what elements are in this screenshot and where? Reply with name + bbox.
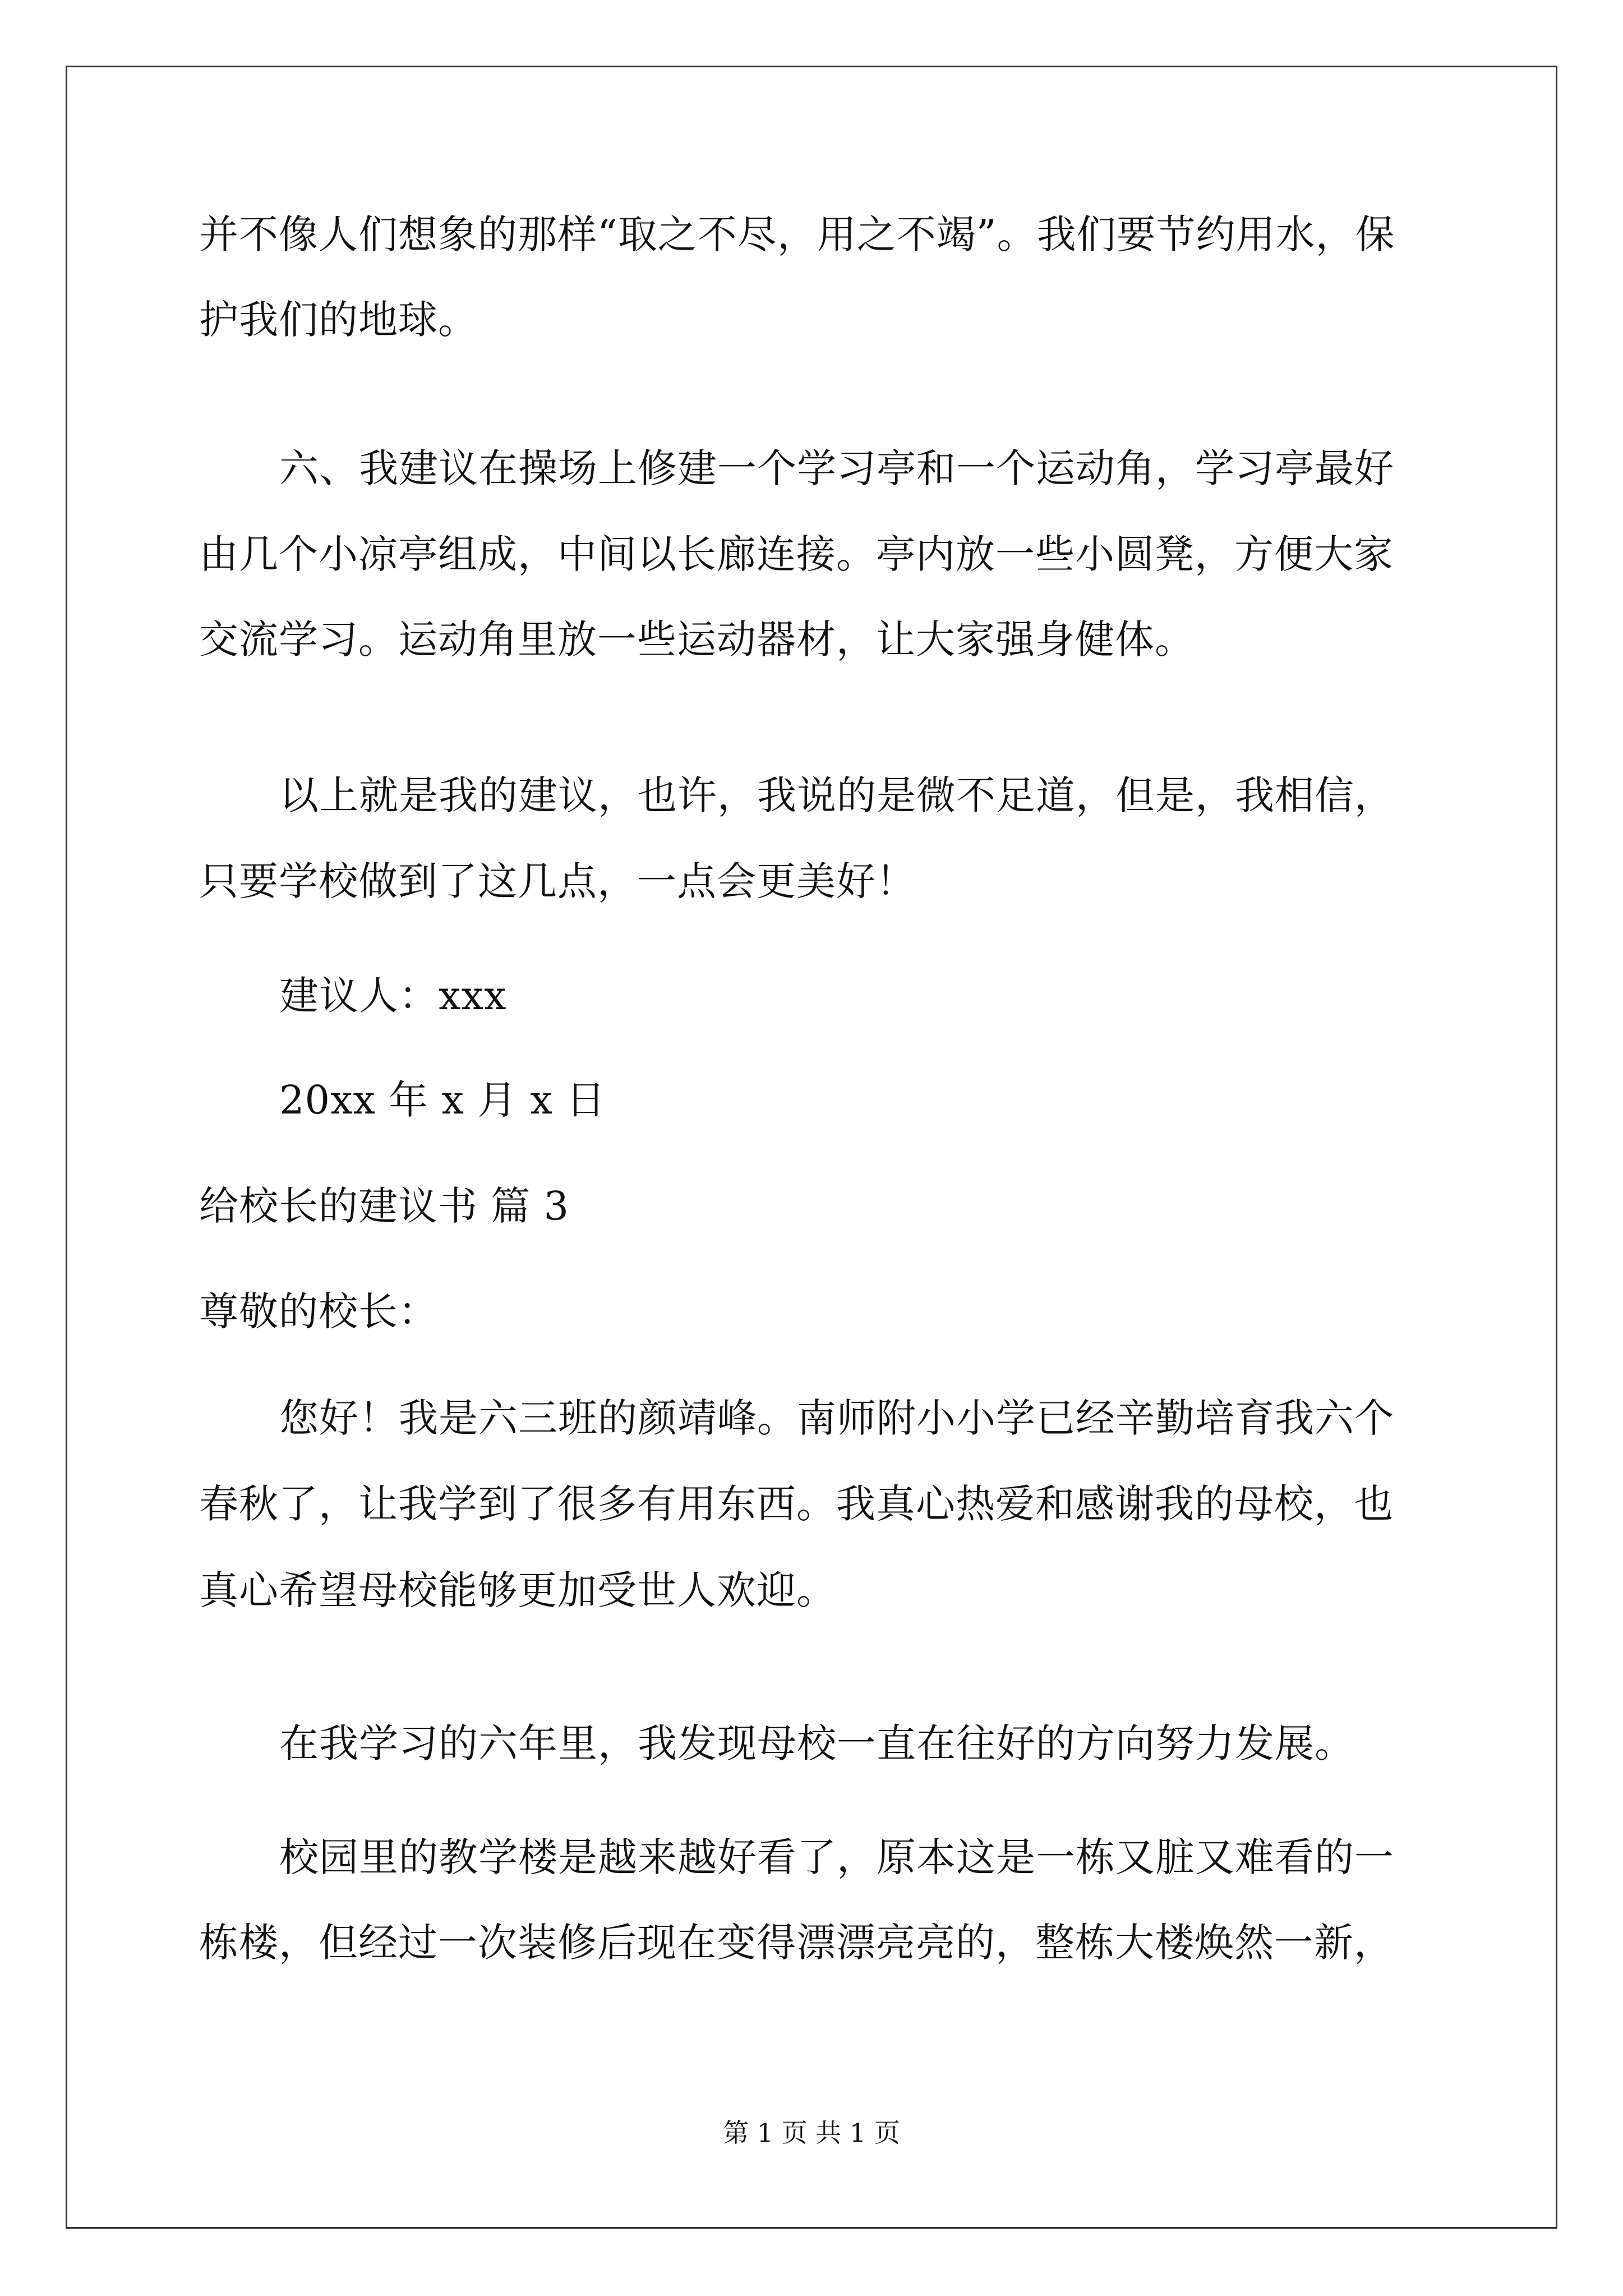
text-line: 交流学习。运动角里放一些运动器材，让大家强身健体。 <box>199 616 1195 662</box>
salutation: 尊敬的校长： <box>199 1289 438 1335</box>
paragraph-line: 在我学习的六年里，我发现母校一直在往好的方向努力发展。 <box>279 1720 1354 1766</box>
date-line: 20xx 年 x 月 x 日 <box>279 1077 606 1123</box>
text-line: 栋楼，但经过一次装修后现在变得漂漂亮亮的，整栋大楼焕然一新， <box>199 1920 1394 1966</box>
text-line: 并不像人们想象的那样“取之不尽，用之不竭”。我们要节约用水，保 <box>199 211 1395 257</box>
section-title: 给校长的建议书 篇 3 <box>199 1183 570 1229</box>
greeting-paragraph-line-1: 您好！我是六三班的颜靖峰。南师附小小学已经辛勤培育我六个 <box>279 1395 1394 1441</box>
building-paragraph-line-1: 校园里的教学楼是越来越好看了，原本这是一栋又脏又难看的一 <box>279 1834 1394 1880</box>
text-line: 春秋了，让我学到了很多有用东西。我真心热爱和感谢我的母校，也 <box>199 1481 1394 1527</box>
text-line: 护我们的地球。 <box>199 297 478 343</box>
closing-paragraph-line-1: 以上就是我的建议，也许，我说的是微不足道，但是，我相信， <box>279 772 1394 818</box>
paragraph-6-line-1: 六、我建议在操场上修建一个学习亭和一个运动角，学习亭最好 <box>279 445 1394 491</box>
proposer-signature: 建议人：xxx <box>279 973 507 1019</box>
page-border <box>66 66 1557 2229</box>
text-line: 由几个小凉亭组成，中间以长廊连接。亭内放一些小圆凳，方便大家 <box>199 531 1394 577</box>
page-number-footer: 第 1 页 共 1 页 <box>723 2118 900 2148</box>
text-line: 真心希望母校能够更加受世人欢迎。 <box>199 1567 836 1613</box>
text-line: 只要学校做到了这几点，一点会更美好！ <box>199 858 916 904</box>
